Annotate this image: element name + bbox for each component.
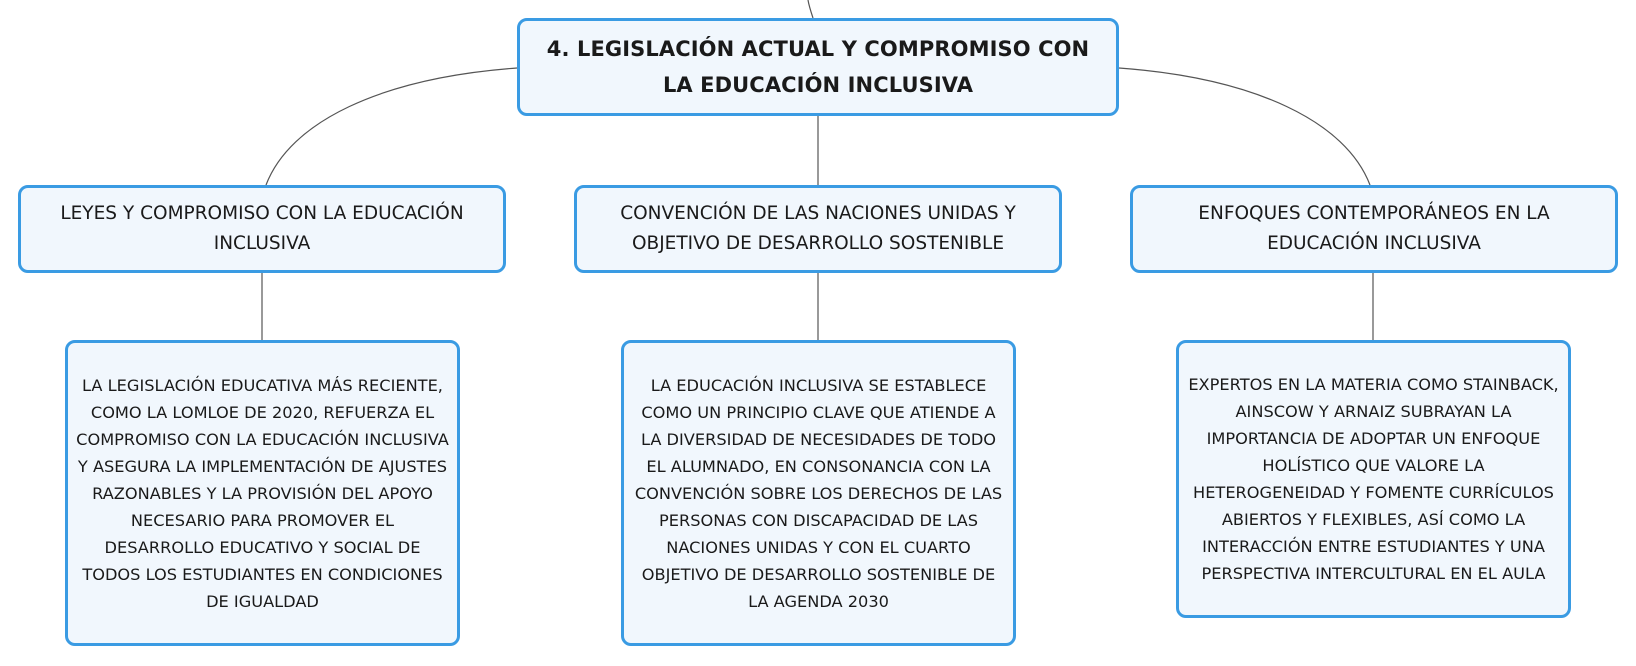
- connector-root-to-branch-1: [266, 68, 517, 185]
- detail-topic-un-convention[interactable]: [621, 340, 1016, 646]
- root-topic-title: 4. LEGISLACIÓN ACTUAL Y COMPROMISO CON LA EDUCACIÓN INCLUSIVA: [546, 37, 1090, 97]
- branch-topic-title: LEYES Y COMPROMISO CON LA EDUCACIÓN INCLUSIVA: [60, 203, 464, 254]
- branch-topic-approaches[interactable]: [1130, 185, 1618, 273]
- root-topic[interactable]: [517, 18, 1119, 116]
- branch-topic-laws[interactable]: [18, 185, 506, 273]
- detail-topic-laws[interactable]: [65, 340, 460, 646]
- branch-topic-un-convention[interactable]: [574, 185, 1062, 273]
- detail-topic-text: LA LEGISLACIÓN EDUCATIVA MÁS RECIENTE, COMO LA LOMLOE DE 2020, REFUERZA EL COMPROMISO CON LA EDUCACIÓN INCLUSIVA Y ASEGURA LA IMPLEMENTACIÓN DE AJUSTES RAZONABLES Y LA PROVISIÓN DEL APOYO NECESARIO PARA PROMOVER EL DESARROLLO EDUCATIVO Y SOCIAL DE TODOS LOS ESTUDIANTES EN CONDICIONES DE IGUALDAD: [76, 375, 449, 611]
- detail-topic-text: LA EDUCACIÓN INCLUSIVA SE ESTABLECE COMO UN PRINCIPIO CLAVE QUE ATIENDE A LA DIVERSIDAD DE NECESIDADES DE TODO EL ALUMNADO, EN CONSONANCIA CON LA CONVENCIÓN SOBRE LOS DERECHOS DE LAS PERSONAS CON DISCAPACIDAD DE LAS NACIONES UNIDAS Y CON EL CUARTO OBJETIVO DE DESARROLLO SOSTENIBLE DE LA AGENDA 2030: [634, 375, 1003, 611]
- detail-topic-text: EXPERTOS EN LA MATERIA COMO STAINBACK, AINSCOW Y ARNAIZ SUBRAYAN LA IMPORTANCIA DE ADOPTAR UN ENFOQUE HOLÍSTICO QUE VALORE LA HETEROGENEIDAD Y FOMENTE CURRÍCULOS ABIERTOS Y FLEXIBLES, ASÍ COMO LA INTERACCIÓN ENTRE ESTUDIANTES Y UNA PERSPECTIVA INTERCULTURAL EN EL AULA: [1188, 375, 1559, 583]
- connector-root-to-branch-3: [1119, 68, 1370, 185]
- branch-topic-title: ENFOQUES CONTEMPORÁNEOS EN LA EDUCACIÓN INCLUSIVA: [1198, 203, 1550, 254]
- detail-topic-approaches[interactable]: [1176, 340, 1571, 618]
- branch-topic-title: CONVENCIÓN DE LAS NACIONES UNIDAS Y OBJETIVO DE DESARROLLO SOSTENIBLE: [620, 203, 1016, 254]
- connector-parent-to-root: [808, 0, 813, 18]
